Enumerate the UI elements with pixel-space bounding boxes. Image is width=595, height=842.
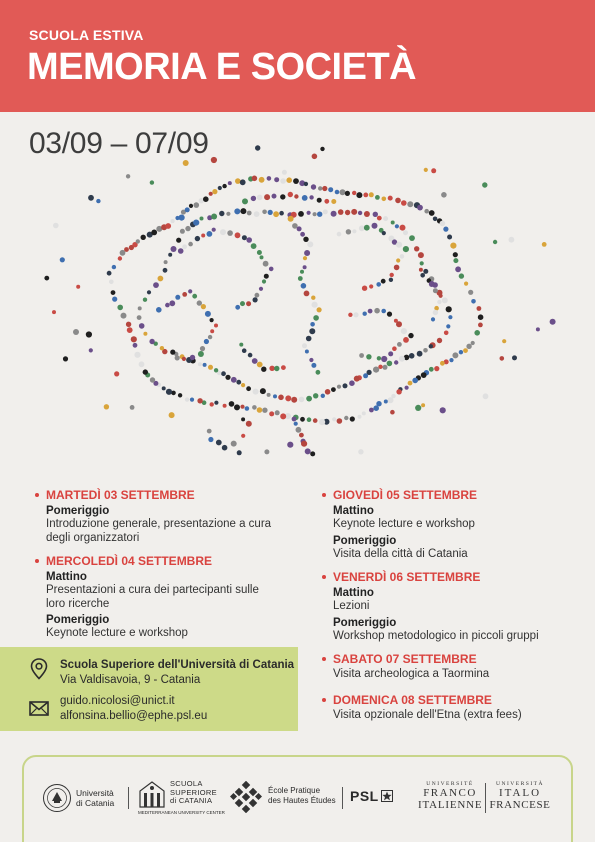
unict-name: Università xyxy=(76,788,114,798)
ssc-building-icon xyxy=(138,779,166,809)
event-title: MEMORIA E SOCIETÀ xyxy=(27,46,417,88)
slot-text: Visita archeologica a Taormina xyxy=(333,668,490,680)
slot-text: degli organizzatori xyxy=(46,531,140,544)
slot-text: Keynote lecture e workshop xyxy=(46,627,188,639)
ephe-name: des Hautes Études xyxy=(268,796,336,805)
slot-label: Mattino xyxy=(333,587,374,599)
day-block xyxy=(333,652,583,682)
slot-label: Pomeriggio xyxy=(46,505,110,517)
slot-label: Mattino xyxy=(46,571,87,583)
day-title: MARTEDÌ 03 SETTEMBRE xyxy=(46,488,306,502)
slot-text: Visita della città di Catania xyxy=(333,547,468,560)
ufi-label: FRANCESE xyxy=(489,799,551,811)
mail-icon xyxy=(29,701,49,721)
day-block xyxy=(333,693,583,723)
email-link[interactable]: guido.nicolosi@unict.it xyxy=(60,695,175,707)
slot-text: Introduzione generale, presentazione a cura xyxy=(46,518,272,530)
slot-label: Pomeriggio xyxy=(46,614,110,626)
venue-address: Via Valdisavoia, 9 - Catania xyxy=(60,674,201,686)
header-banner xyxy=(0,0,595,112)
ephe-name: École Pratique xyxy=(268,786,321,795)
day-block xyxy=(333,488,583,561)
slot-label: Pomeriggio xyxy=(333,616,397,629)
ssc-name: di CATANIA xyxy=(170,796,213,805)
psl-logo xyxy=(350,788,393,804)
day-block xyxy=(46,554,306,641)
slot-text: Workshop metodologico in piccoli gruppi xyxy=(333,629,539,642)
unict-seal-icon xyxy=(42,783,72,813)
divider xyxy=(128,787,129,809)
ufi-label: ITALO xyxy=(498,787,542,799)
day-title: SABATO 07 SETTEMBRE xyxy=(333,652,583,666)
slot-text: Visita opzionale dell'Etna (extra fees) xyxy=(333,709,522,721)
slot-text: Lezioni xyxy=(333,600,370,612)
day-title: MERCOLEDÌ 04 SETTEMBRE xyxy=(46,554,306,568)
day-title: GIOVEDÌ 05 SETTEMBRE xyxy=(333,488,583,502)
venue-contact-box xyxy=(0,647,298,731)
divider xyxy=(342,787,343,809)
slot-label: Pomeriggio xyxy=(333,534,397,547)
day-block xyxy=(333,570,583,643)
slot-text: Presentazioni a cura dei partecipanti sulle xyxy=(46,584,259,596)
divider xyxy=(485,783,486,813)
ssc-subtitle: MEDITERRANEAN UNIVERSITY CENTER xyxy=(138,810,225,815)
slot-text: loro ricerche xyxy=(46,597,110,610)
ufi-label: FRANCO xyxy=(423,787,477,799)
crowd-brain-illustration xyxy=(40,140,560,480)
venue-name: Scuola Superiore dell'Università di Catania xyxy=(60,659,295,671)
day-title: VENERDÌ 06 SETTEMBRE xyxy=(333,570,583,584)
event-kicker: SCUOLA ESTIVA xyxy=(29,27,144,43)
partner-logos-footer xyxy=(22,755,573,842)
day-block xyxy=(46,488,306,545)
ssc-name: SCUOLA xyxy=(170,779,203,788)
unict-name: di Catania xyxy=(76,798,115,808)
location-pin-icon xyxy=(30,658,48,685)
slot-label: Mattino xyxy=(333,505,374,517)
ephe-mosaic-icon xyxy=(230,781,262,813)
slot-text: Keynote lecture e workshop xyxy=(333,518,475,530)
event-dates: 03/09 – 07/09 xyxy=(29,127,209,160)
ufi-label: UNIVERSITÉ xyxy=(426,781,474,787)
psl-text: PSL xyxy=(350,788,379,804)
email-link[interactable]: alfonsina.bellio@ephe.psl.eu xyxy=(60,710,208,722)
day-title: DOMENICA 08 SETTEMBRE xyxy=(333,693,583,707)
ufi-label: ITALIENNE xyxy=(418,799,483,811)
ufi-label: UNIVERSITÀ xyxy=(496,781,544,787)
ssc-name: SUPERIORE xyxy=(170,787,217,797)
star-icon xyxy=(381,790,393,802)
